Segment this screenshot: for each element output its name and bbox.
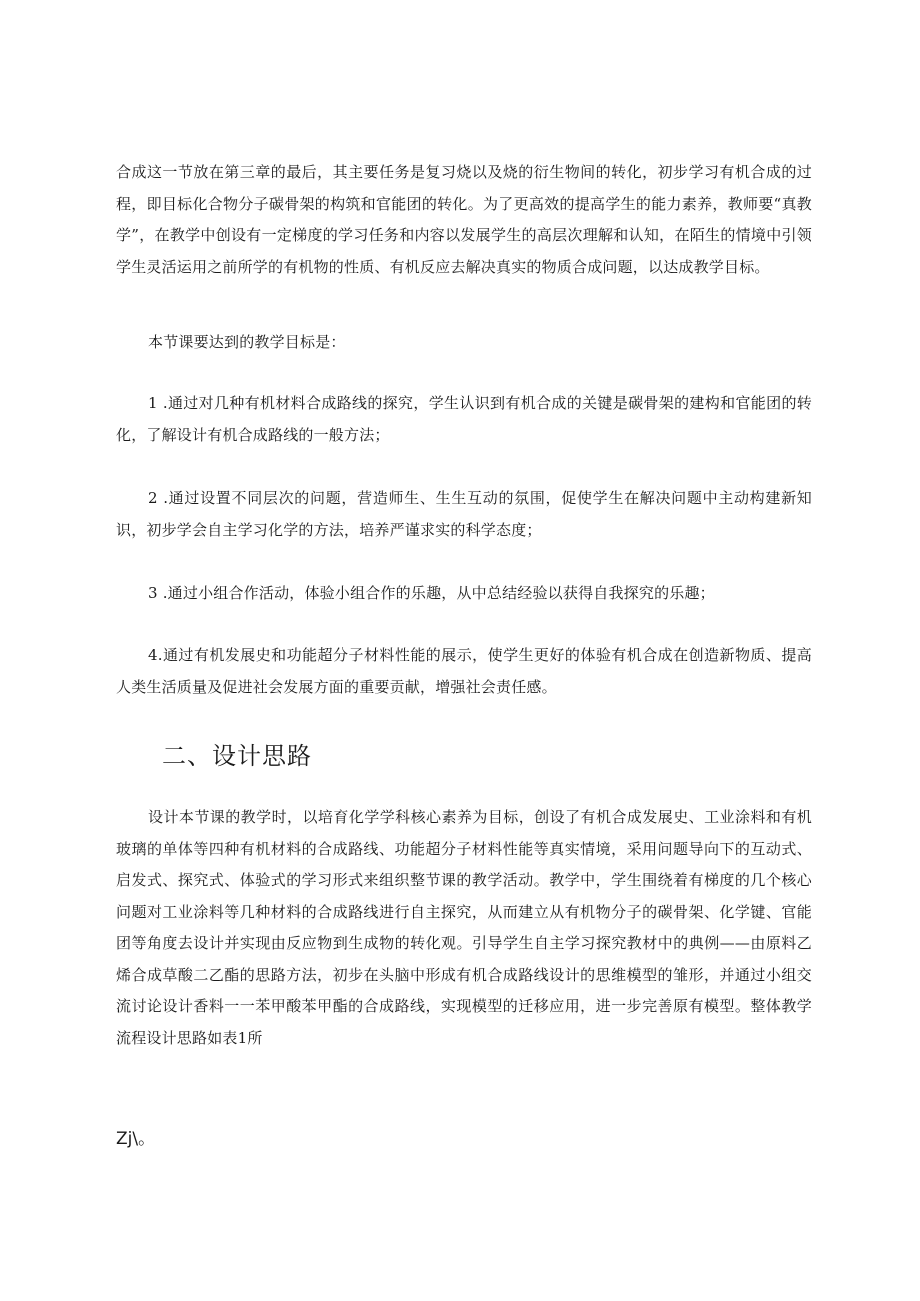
- goal-item-1: 1 .通过对几种有机材料合成路线的探究，学生认识到有机合成的关键是碳骨架的建构和官能团的转化，了解设计有机合成路线的一般方法；: [116, 394, 812, 444]
- goals-intro: 本节课要达到的教学目标是：: [148, 333, 346, 351]
- goal-item-2: 2 .通过设置不同层次的问题，营造师生、生生互动的氛围，促使学生在解决问题中主动构建新知识，初步学会自主学习化学的方法，培养严谨求实的科学态度；: [116, 489, 812, 539]
- design-paragraph: 设计本节课的教学时，以培育化学学科核心素养为目标，创设了有机合成发展史、工业涂料和有机玻璃的单体等四种有机材料的合成路线、功能超分子材料性能等真实情境，采用问题导向下的互动式、启发式、探究式、体验式的学习形式来组织整节课的教学活动。教学中，学生围绕着有梯度的几个核心问题对工业涂料等几种材料的合成路线进行自主探究，从而建立从有机物分子的碳骨架、化学键、官能团等角度去设计并实现由反应物到生成物的转化观。引导学生自主学习探究教材中的典例——由原料乙烯合成草酸二乙酯的思路方法，初步在头脑中形成有机合成路线设计的思维模型的雏形，并通过小组交流讨论设计香料一一苯甲酸苯甲酯的合成路线，实现模型的迁移应用，进一步完善原有模型。整体教学流程设计思路如表1所: [116, 808, 812, 1047]
- goal-item-3: 3 .通过小组合作活动，体验小组合作的乐趣，从中总结经验以获得自我探究的乐趣；: [148, 584, 715, 602]
- section-heading: 二、设计思路: [162, 742, 312, 770]
- trailing-fragment: Zj\。: [116, 1129, 156, 1149]
- goal-item-4: 4.通过有机发展史和功能超分子材料性能的展示，使学生更好的体验有机合成在创造新物质、提高人类生活质量及促进社会发展方面的重要贡献，增强社会责任感。: [116, 646, 812, 696]
- intro-paragraph: 合成这一节放在第三章的最后，其主要任务是复习烧以及烧的衍生物间的转化，初步学习有机合成的过程，即目标化合物分子碳骨架的构筑和官能团的转化。为了更高效的提高学生的能力素养，教师要“真教学”，在教学中创设有一定梯度的学习任务和内容以发展学生的高层次理解和认知，在陌生的情境中引领学生灵活运用之前所学的有机物的性质、有机反应去解决真实的物质合成问题，以达成教学目标。: [116, 163, 812, 276]
